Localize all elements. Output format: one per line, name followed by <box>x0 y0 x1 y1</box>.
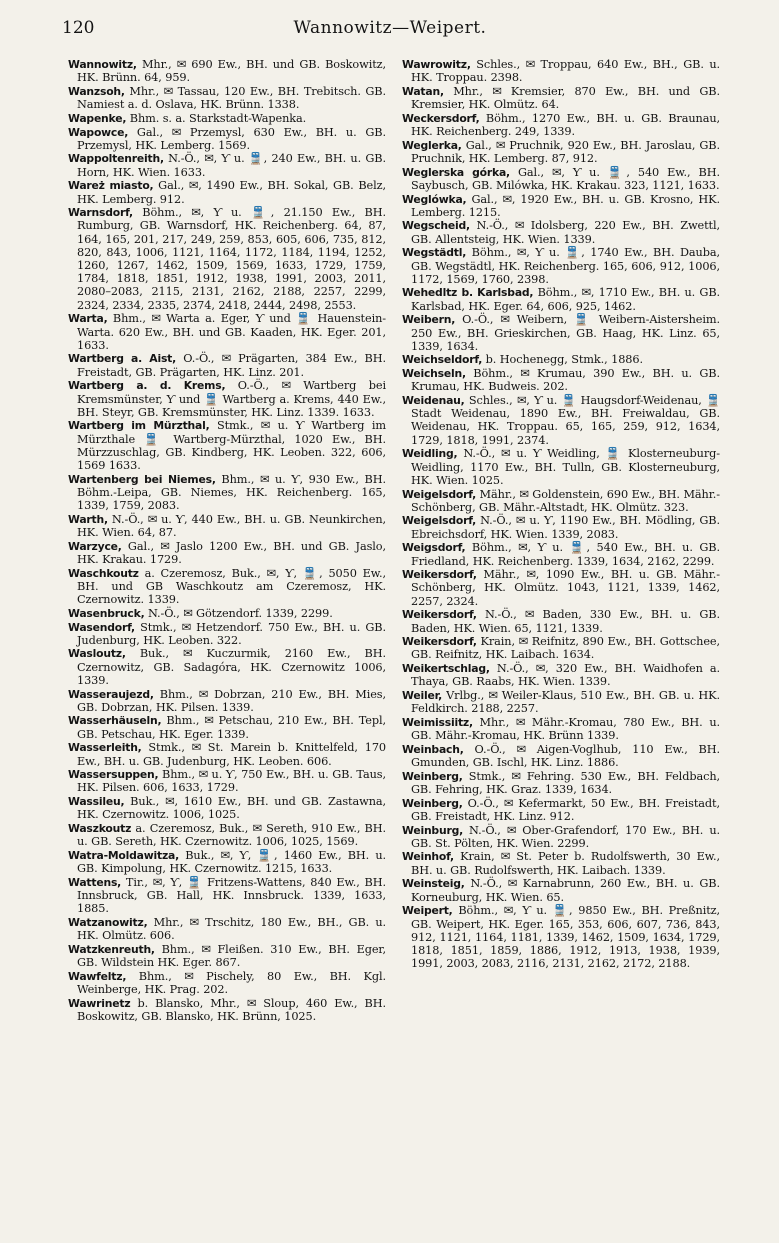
entry-text: Gal., ✉ Przemysl, 630 Ew., BH. u. GB. Przemysl, HK. Lemberg. 1569. <box>77 125 386 152</box>
entry-text: Gal., ✉ Pruchnik, 920 Ew., BH. Jaroslau, GB. Pruchnik, HK. Lemberg. 87, 912. <box>411 138 720 165</box>
gazetteer-entry <box>402 193 720 219</box>
gazetteer-entry <box>68 768 386 794</box>
left-column <box>68 58 386 1238</box>
entry-text: O.-Ö., ✉ Aigen-Voglhub, 110 Ew., BH. Gmunden, GB. Ischl, HK. Linz. 1886. <box>411 742 720 770</box>
gazetteer-entry <box>68 179 386 205</box>
entry-headword: Warta, <box>68 312 108 326</box>
entry-headword: Watzanowitz, <box>68 916 148 929</box>
entry-text: Buk., ✉, 1610 Ew., BH. und GB. Zastawna, HK. Czernowitz. 1006, 1025. <box>77 795 386 822</box>
gazetteer-entry <box>402 689 720 715</box>
entry-headword: Weidenau, <box>402 394 465 408</box>
entry-headword: Warth, <box>68 512 108 526</box>
entry-text: Bhm., ✉ Pischely, 80 Ew., BH. Kgl. Weinberge, HK. Prag. 202. <box>77 969 386 997</box>
gazetteer-entry <box>68 607 386 620</box>
entry-text: N.-Ö., ✉ Idolsberg, 220 Ew., BH. Zwettl, GB. Allentsteig, HK. Wien. 1339. <box>411 219 720 246</box>
entry-headword: Wartberg a. Aist, <box>68 352 177 366</box>
right-column <box>402 58 720 1238</box>
gazetteer-entry <box>402 850 720 876</box>
entry-headword: Waszkoutz <box>68 822 132 836</box>
gazetteer-entry <box>402 166 720 192</box>
entry-headword: Weinbach, <box>402 742 464 756</box>
entry-headword: Weidling, <box>402 447 458 461</box>
gazetteer-entry <box>402 313 720 353</box>
page-number: 120 <box>62 18 95 38</box>
entry-text: Gal., ✉, 1920 Ew., BH. u. GB. Krosno, HK. Lemberg. 1215. <box>411 192 720 219</box>
entry-text: b. Hochenegg, Stmk., 1886. <box>482 353 643 367</box>
entry-headword: Wawfeltz, <box>68 969 127 983</box>
gazetteer-entry <box>402 743 720 769</box>
entry-text: Bhm., ✉ u. Ƴ, 750 Ew., BH. u. GB. Taus, HK. Pilsen. 606, 1633, 1729. <box>77 768 386 795</box>
entry-text: Vrlbg., ✉ Weiler-Klaus, 510 Ew., BH. GB. u. HK. Feldkirch. 2188, 2257. <box>411 689 720 716</box>
entry-text: N.-Ö., ✉ Götzendorf. 1339, 2299. <box>144 606 333 620</box>
entry-headword: Wappoltenreith, <box>68 152 164 166</box>
entry-text: Böhm., ✉, Ƴ u. 🚆, 21.150 Ew., BH. Rumburg, GB. Warnsdorf, HK. Reichenberg. 64, 87, 164, 165, 201, 217, 249, 259, 853, 605, 606, 735, 812, 820, 843, 1006, 1121, 1164, 1172, 1184, 1194, 1252, 1260, 1267, 1462, 1509, 1569, 1633, 1729, 1759, 1784, 1818, 1851, 1912, 1938, 1991, 2003, 2011, 2080–2083, 2115, 2131, 2162, 2188, 2257, 2299, 2324, 2334, 2335, 2374, 2418, 2444, 2498, 2553. <box>77 206 386 312</box>
gazetteer-entry <box>402 824 720 850</box>
entry-text: Böhm., ✉, Ƴ u. 🚆, 9850 Ew., BH. Preßnitz, GB. Weipert, HK. Eger. 165, 353, 606, 607, 736, 843, 912, 1121, 1164, 1181, 1339, 1462, 1509, 1634, 1729, 1818, 1851, 1859, 1886, 1912, 1913, 1938, 1939, 1991, 2003, 2083, 2116, 2131, 2162, 2172, 2188. <box>411 904 720 971</box>
entry-headword: Weikersdorf, <box>402 635 477 649</box>
entry-text: N.-Ö., ✉, Ƴ u. 🚆, 240 Ew., BH. u. GB. Horn, HK. Wien. 1633. <box>77 152 386 179</box>
entry-text: Buk., ✉ Kuczurmik, 2160 Ew., BH. Czernowitz, GB. Sadagóra, HK. Czernowitz 1006, 1339. <box>77 647 386 687</box>
entry-text: O.-Ö., ✉ Kefermarkt, 50 Ew., BH. Freistadt, GB. Freistadt, HK. Linz. 912. <box>411 796 720 823</box>
gazetteer-entry <box>68 970 386 996</box>
entry-headword: Weigelsdorf, <box>402 487 477 501</box>
entry-text: a. Czeremosz, Buk., ✉, Ƴ, 🚆, 5050 Ew., BH. und GB Waschkoutz am Czeremosz, HK. Czernowitz. 1339. <box>77 566 386 607</box>
gazetteer-entry <box>68 540 386 566</box>
entry-text: Stmk., ✉ St. Marein b. Knittelfeld, 170 Ew., BH. u. GB. Judenburg, HK. Leoben. 606. <box>77 741 386 768</box>
entry-headword: Wasloutz, <box>68 647 126 661</box>
entry-text: Böhm., 1270 Ew., BH. u. GB. Braunau, HK. Reichenberg. 249, 1339. <box>411 111 720 139</box>
gazetteer-entry <box>68 152 386 178</box>
gazetteer-entry <box>402 85 720 111</box>
entry-text: a. Czeremosz, Buk., ✉ Sereth, 910 Ew., BH. u. GB. Sereth, HK. Czernowitz. 1006, 1025, 1569. <box>77 822 386 849</box>
entry-headword: Wegscheid, <box>402 219 470 233</box>
gazetteer-entry <box>402 568 720 608</box>
entry-text: Böhm., ✉ Krumau, 390 Ew., BH. u. GB. Krumau, HK. Budweis. 202. <box>411 367 720 394</box>
entry-headword: Wartberg a. d. Krems, <box>68 379 226 393</box>
entry-text: N.-Ö., ✉ Ober-Grafendorf, 170 Ew., BH. u. GB. St. Pölten, HK. Wien. 2299. <box>411 823 720 850</box>
gazetteer-entry <box>68 849 386 875</box>
gazetteer-entry <box>402 246 720 286</box>
entry-headword: Weigsdorf, <box>402 541 466 555</box>
entry-text: Schles., ✉ Troppau, 640 Ew., BH., GB. u. HK. Troppau. 2398. <box>411 58 720 85</box>
entry-text: Stmk., ✉ u. Ƴ Wartberg im Mürzthale 🚆 Wartberg-Mürzthal, 1020 Ew., BH. Mürzzuschlag, GB. Kindberg, HK. Leoben. 322, 606, 1569 1633. <box>77 419 386 473</box>
entry-text: Mhr., ✉ 690 Ew., BH. und GB. Boskowitz, HK. Brünn. 64, 959. <box>77 58 386 85</box>
entry-headword: Wasseraujezd, <box>68 687 154 701</box>
entry-text: Mähr., ✉ Goldenstein, 690 Ew., BH. Mähr.-Schönberg, GB. Mähr.-Altstadt, HK. Olmütz. 323. <box>411 487 720 514</box>
entry-headword: Warzyce, <box>68 539 122 553</box>
gazetteer-entry <box>402 139 720 165</box>
entry-headword: Wassileu, <box>68 795 125 809</box>
entry-headword: Weinberg, <box>402 796 463 810</box>
entry-headword: Wapenke, <box>68 111 127 125</box>
entry-text: Bhm. s. a. Starkstadt-Wapenka. <box>126 111 307 125</box>
entry-text: Gal., ✉, 1490 Ew., BH. Sokal, GB. Belz, HK. Lemberg. 912. <box>77 179 386 206</box>
gazetteer-entry <box>68 85 386 111</box>
entry-headword: Weikersdorf, <box>402 568 477 582</box>
gazetteer-entry <box>402 541 720 567</box>
page-header <box>60 16 720 40</box>
entry-headword: Weigelsdorf, <box>402 514 477 528</box>
gazetteer-entry <box>402 635 720 661</box>
entry-text: N.-Ö., ✉ u. Ƴ, 440 Ew., BH. u. GB. Neunkirchen, HK. Wien. 64, 87. <box>77 512 386 540</box>
entry-headword: Wattens, <box>68 875 122 889</box>
gazetteer-entry <box>68 58 386 84</box>
entry-headword: Wapowce, <box>68 125 129 139</box>
entry-headword: Wegstädtl, <box>402 246 467 260</box>
entry-headword: Wannowitz, <box>68 58 137 71</box>
entry-headword: Weinsteig, <box>402 877 465 891</box>
entry-headword: Wassersuppen, <box>68 768 159 782</box>
gazetteer-entry <box>68 419 386 472</box>
entry-headword: Weikersdorf, <box>402 608 477 622</box>
entry-headword: Wanzsoh, <box>68 84 125 98</box>
entry-text: N.-Ö., ✉ Karnabrunn, 260 Ew., BH. u. GB. Korneuburg, HK. Wien. 65. <box>411 877 720 904</box>
gazetteer-entry <box>402 394 720 447</box>
gazetteer-entry <box>68 473 386 513</box>
entry-text: Mhr., ✉ Mähr.-Kromau, 780 Ew., BH. u. GB. Mähr.-Kromau, HK. Brünn 1339. <box>411 715 720 743</box>
entry-text: Bhm., ✉ Petschau, 210 Ew., BH. Tepl, GB. Petschau, HK. Eger. 1339. <box>77 714 386 741</box>
gazetteer-entry <box>68 741 386 767</box>
entry-text: O.-Ö., ✉ Prägarten, 384 Ew., BH. Freistadt, GB. Prägarten, HK. Linz. 201. <box>77 352 386 379</box>
gazetteer-entry <box>402 447 720 487</box>
gazetteer-entry <box>402 488 720 514</box>
entry-headword: Watzkenreuth, <box>68 942 155 956</box>
entry-text: Böhm., ✉, Ƴ u. 🚆, 1740 Ew., BH. Dauba, GB. Wegstädtl, HK. Reichenberg. 165, 606, 912, 1006, 1172, 1569, 1760, 2398. <box>411 246 720 286</box>
entry-headword: Weinberg, <box>402 769 463 783</box>
gazetteer-entry <box>68 513 386 539</box>
entry-headword: Weglówka, <box>402 192 467 206</box>
gazetteer-entry <box>68 112 386 125</box>
entry-text: Mhr., ✉ Kremsier, 870 Ew., BH. und GB. Kremsier, HK. Olmütz. 64. <box>411 84 720 112</box>
entry-text: Schles., ✉, Ƴ u. 🚆 Haugsdorf-Weidenau, 🚆 Stadt Weidenau, 1890 Ew., BH. Freiwaldau, GB. Weidenau, HK. Troppau. 65, 165, 259, 912, 1634, 1729, 1818, 1991, 2374. <box>411 394 720 447</box>
gazetteer-entry <box>68 876 386 916</box>
gazetteer-entry <box>68 567 386 607</box>
entry-text: Mhr., ✉ Trschitz, 180 Ew., BH., GB. u. HK. Olmütz. 606. <box>77 916 386 943</box>
entry-headword: Weibern, <box>402 313 456 327</box>
entry-headword: Weglerska górka, <box>402 165 510 179</box>
gazetteer-entry <box>68 126 386 152</box>
entry-headword: Weckersdorf, <box>402 111 480 125</box>
entry-headword: Wehedltz b. Karlsbad, <box>402 286 534 300</box>
gazetteer-entry <box>402 58 720 84</box>
entry-headword: Wartberg im Mürzthal, <box>68 419 210 433</box>
gazetteer-entry <box>402 112 720 138</box>
gazetteer-entry <box>68 714 386 740</box>
entry-text: Krain, ✉ St. Peter b. Rudolfswerth, 30 Ew., BH. u. GB. Rudolfswerth, HK. Laibach. 1339. <box>411 850 720 877</box>
entry-headword: Wareż miasto, <box>68 179 154 193</box>
entry-headword: Watra-Moldawitza, <box>68 848 180 862</box>
gazetteer-entry <box>402 514 720 540</box>
entry-headword: Wawrinetz <box>68 996 131 1010</box>
gazetteer-entry <box>402 716 720 742</box>
entry-text: N.-Ö., ✉ u. Ƴ, 1190 Ew., BH. Mödling, GB. Ebreichsdorf, HK. Wien. 1339, 2083. <box>411 514 720 541</box>
entry-headword: Weichseln, <box>402 367 466 381</box>
entry-text: Böhm., ✉, 1710 Ew., BH. u. GB. Karlsbad, HK. Eger. 64, 606, 925, 1462. <box>411 286 720 313</box>
gazetteer-entry <box>68 822 386 848</box>
entry-headword: Weiler, <box>402 689 443 703</box>
entry-text: N.-Ö., ✉ u. Ƴ Weidling, 🚆 Klosterneuburg-Weidling, 1170 Ew., BH. Tulln, GB. Klosterneuburg, HK. Wien. 1025. <box>411 447 720 487</box>
entry-headword: Wawrowitz, <box>402 58 471 71</box>
entry-text: N.-Ö., ✉, 320 Ew., BH. Waidhofen a. Thaya, GB. Raabs, HK. Wien. 1339. <box>411 662 720 689</box>
entry-headword: Weichseldorf, <box>402 353 483 367</box>
entry-text: Bhm., ✉ Warta a. Eger, Ƴ und 🚆 Hauenstein-Warta. 620 Ew., BH. und GB. Kaaden, HK. Eger. 201, 1633. <box>77 312 386 352</box>
entry-headword: Weimissiitz, <box>402 715 473 729</box>
entry-text: Mhr., ✉ Tassau, 120 Ew., BH. Trebitsch. GB. Namiest a. d. Oslava, HK. Brünn. 1338. <box>77 84 386 112</box>
entry-headword: Weinhof, <box>402 850 454 864</box>
gazetteer-entry <box>402 219 720 245</box>
gazetteer-entry <box>68 943 386 969</box>
entry-headword: Wasserleith, <box>68 741 142 755</box>
entry-text: Buk., ✉, Ƴ, 🚆, 1460 Ew., BH. u. GB. Kimpolung, HK. Czernowitz. 1215, 1633. <box>77 848 386 876</box>
entry-headword: Watan, <box>402 84 444 98</box>
gazetteer-entry <box>402 608 720 634</box>
entry-headword: Weglerka, <box>402 138 462 152</box>
entry-text: Gal., ✉, Ƴ u. 🚆, 540 Ew., BH. Saybusch, GB. Milówka, HK. Krakau. 323, 1121, 1633. <box>411 165 720 192</box>
entry-headword: Weipert, <box>402 904 453 918</box>
gazetteer-entry <box>68 916 386 942</box>
entry-headword: Wartenberg bei Niemes, <box>68 472 216 486</box>
gazetteer-entry <box>402 797 720 823</box>
gazetteer-entry <box>68 312 386 352</box>
gazetteer-entry <box>68 352 386 378</box>
entry-headword: Weinburg, <box>402 823 464 837</box>
entry-text: Tir., ✉, Ƴ, 🚆 Fritzens-Wattens, 840 Ew., BH. Innsbruck, GB. Hall, HK. Innsbruck. 1339, 1633, 1885. <box>77 875 386 916</box>
entry-headword: Waschkoutz <box>68 566 139 580</box>
entry-text: Böhm., ✉, Ƴ u. 🚆, 540 Ew., BH. u. GB. Friedland, HK. Reichenberg. 1339, 1634, 2162, 2299. <box>411 541 720 568</box>
gazetteer-entry <box>68 379 386 419</box>
entry-headword: Wasendorf, <box>68 620 135 634</box>
entry-text: O.-Ö., ✉ Weibern, 🚆 Weibern-Aistersheim. 250 Ew., BH. Grieskirchen, GB. Haag, HK. Linz. 65, 1339, 1634. <box>411 313 720 353</box>
gazetteer-entry <box>402 877 720 903</box>
entry-text: b. Blansko, Mhr., ✉ Sloup, 460 Ew., BH. Boskowitz, GB. Blansko, HK. Brünn, 1025. <box>77 996 386 1023</box>
entry-text: Mähr., ✉, 1090 Ew., BH. u. GB. Mähr.-Schönberg, HK. Olmütz. 1043, 1121, 1339, 1462, 2257, 2324. <box>411 568 720 608</box>
running-head: Wannowitz—Weipert. <box>293 18 487 38</box>
entry-text: Gal., ✉ Jaslo 1200 Ew., BH. und GB. Jaslo, HK. Krakau. 1729. <box>77 539 386 567</box>
gazetteer-entry <box>402 904 720 970</box>
entry-headword: Warnsdorf, <box>68 206 133 220</box>
entry-text: Stmk., ✉ Hetzendorf. 750 Ew., BH. u. GB. Judenburg, HK. Leoben. 322. <box>77 620 386 647</box>
entry-headword: Wasserhäuseln, <box>68 714 162 728</box>
gazetteer-entry <box>68 647 386 687</box>
gazetteer-entry <box>402 770 720 796</box>
entry-text: N.-Ö., ✉ Baden, 330 Ew., BH. u. GB. Baden, HK. Wien. 65, 1121, 1339. <box>411 608 720 635</box>
entry-text: Bhm., ✉ Dobrzan, 210 Ew., BH. Mies, GB. Dobrzan, HK. Pilsen. 1339. <box>77 687 386 714</box>
gazetteer-entry <box>68 621 386 647</box>
entry-headword: Weikertschlag, <box>402 662 490 676</box>
entry-text: O.-Ö., ✉ Wartberg bei Kremsmünster, Ƴ und 🚆 Wartberg a. Krems, 440 Ew., BH. Steyr, GB. Kremsmünster, HK. Linz. 1339. 1633. <box>77 379 386 419</box>
gazetteer-entry <box>68 206 386 312</box>
gazetteer-entry <box>402 367 720 393</box>
gazetteer-entry <box>68 997 386 1023</box>
gazetteer-entry <box>68 795 386 821</box>
entry-text: Bhm., ✉ u. Ƴ, 930 Ew., BH. Böhm.-Leipa, GB. Niemes, HK. Reichenberg. 165, 1339, 1759, 2083. <box>77 472 386 513</box>
entry-headword: Wasenbruck, <box>68 606 145 620</box>
gazetteer-entry <box>402 353 720 366</box>
entry-text: Stmk., ✉ Fehring. 530 Ew., BH. Feldbach, GB. Fehring, HK. Graz. 1339, 1634. <box>411 769 720 796</box>
gazetteer-entry <box>402 286 720 312</box>
entry-text: Bhm., ✉ Fleißen. 310 Ew., BH. Eger, GB. Wildstein HK. Eger. 867. <box>77 942 386 970</box>
entry-text: Krain, ✉ Reifnitz, 890 Ew., BH. Gottschee, GB. Reifnitz, HK. Laibach. 1634. <box>411 635 720 662</box>
gazetteer-entry <box>402 662 720 688</box>
gazetteer-entry <box>68 688 386 714</box>
